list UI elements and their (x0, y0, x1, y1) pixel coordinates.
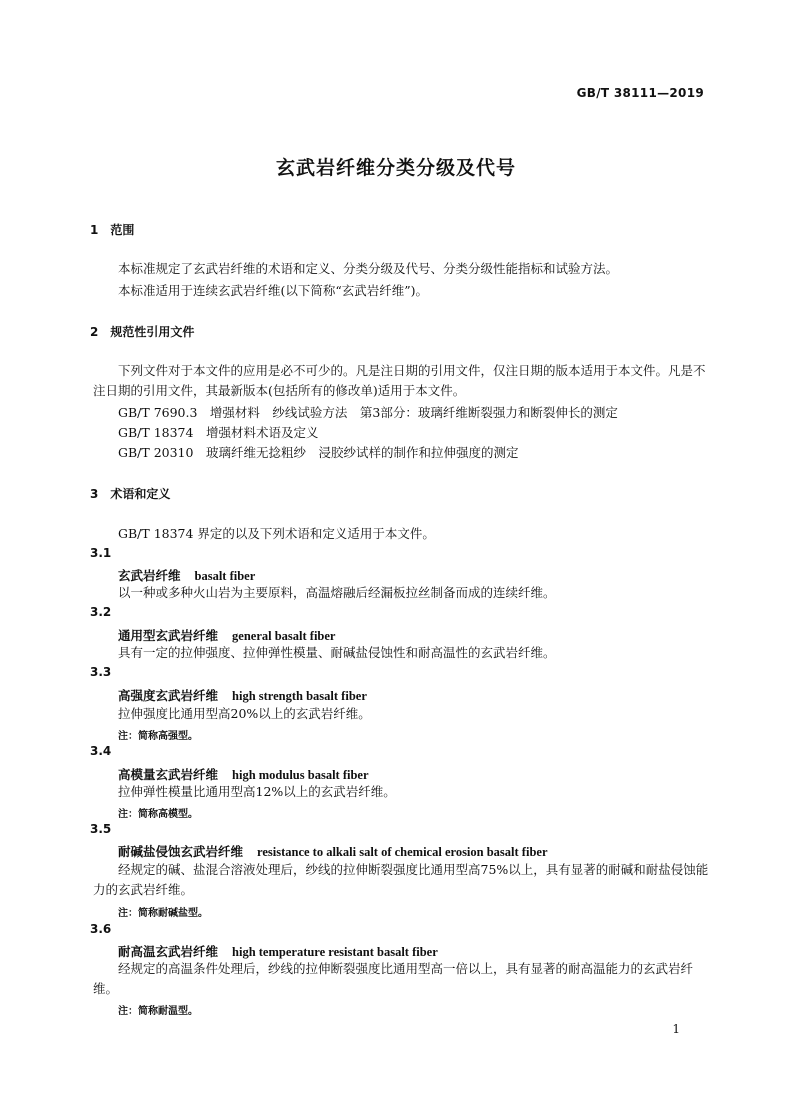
term-title (118, 626, 335, 644)
term-name-en: high modulus basalt fiber (232, 768, 369, 782)
term-note: 注：简称耐温型。 (118, 1006, 198, 1017)
term-name-zh: 高强度玄武岩纤维 (118, 688, 219, 703)
scope-paragraph-1: 本标准规定了玄武岩纤维的术语和定义、分类分级及代号、分类分级性能指标和试验方法。 (118, 261, 619, 276)
term-number: 3.6 (90, 922, 112, 936)
term-name-zh: 通用型玄武岩纤维 (118, 628, 219, 643)
document-title: 玄武岩纤维分类分级及代号 (275, 157, 516, 179)
term-name-en: basalt fiber (194, 569, 256, 583)
term-name-en: high temperature resistant basalt fiber (232, 945, 438, 959)
section-heading-normative-references: 2 规范性引用文件 (90, 325, 195, 339)
term-number: 3.2 (90, 605, 112, 619)
term-definition: 具有一定的拉伸强度、拉伸弹性模量、耐碱盐侵蚀性和耐高温性的玄武岩纤维。 (118, 645, 556, 660)
term-title (118, 686, 367, 704)
section-heading-terms: 3 术语和定义 (90, 487, 171, 501)
term-note: 注：简称高模型。 (118, 809, 198, 820)
term-number: 3.1 (90, 546, 112, 560)
term-name-en: general basalt fiber (232, 629, 336, 643)
term-name-en: resistance to alkali salt of chemical erosion basalt fiber (257, 845, 548, 859)
term-number: 3.4 (90, 744, 112, 758)
term-name-zh: 玄武岩纤维 (118, 568, 181, 583)
term-definition: 拉伸弹性模量比通用型高12%以上的玄武岩纤维。 (118, 784, 396, 799)
term-definition: 经规定的高温条件处理后，纱线的拉伸断裂强度比通用型高一倍以上，具有显著的耐高温能力的玄武岩纤维。 (93, 961, 694, 996)
standard-code: GB/T 38111—2019 (576, 86, 704, 100)
term-title (118, 566, 255, 584)
reference-item-3: GB/T 20310 玻璃纤维无捻粗纱 浸胶纱试样的制作和拉伸强度的测定 (118, 445, 519, 460)
term-name-zh: 耐高温玄武岩纤维 (118, 944, 219, 959)
term-title (118, 765, 369, 783)
scope-paragraph-2: 本标准适用于连续玄武岩纤维(以下简称“玄武岩纤维”)。 (118, 283, 429, 298)
term-definition: 经规定的碱、盐混合溶液处理后，纱线的拉伸断裂强度比通用型高75%以上，具有显著的耐碱和耐盐侵蚀能力的玄武岩纤维。 (93, 862, 709, 897)
term-definition: 以一种或多种火山岩为主要原料，高温熔融后经漏板拉丝制备而成的连续纤维。 (118, 585, 556, 600)
term-title (118, 842, 548, 860)
term-name-en: high strength basalt fiber (232, 689, 367, 703)
reference-item-2: GB/T 18374 增强材料术语及定义 (118, 425, 319, 440)
term-definition: 拉伸强度比通用型高20%以上的玄武岩纤维。 (118, 706, 371, 721)
term-name-zh: 高模量玄武岩纤维 (118, 767, 219, 782)
section-heading-scope: 1 范围 (90, 223, 135, 237)
term-note: 注：简称高强型。 (118, 731, 198, 742)
term-number: 3.5 (90, 822, 112, 836)
references-intro-paragraph: 下列文件对于本文件的应用是必不可少的。凡是注日期的引用文件，仅注日期的版本适用于本文件。凡是不注日期的引用文件，其最新版本(包括所有的修改单)适用于本文件。 (93, 363, 706, 398)
terms-intro: GB/T 18374 界定的以及下列术语和定义适用于本文件。 (118, 526, 435, 541)
page-number: 1 (672, 1022, 680, 1036)
reference-item-1: GB/T 7690.3 增强材料 纱线试验方法 第3部分：玻璃纤维断裂强力和断裂伸长的测定 (118, 405, 618, 420)
term-note: 注：简称耐碱盐型。 (118, 908, 208, 919)
term-name-zh: 耐碱盐侵蚀玄武岩纤维 (118, 844, 244, 859)
term-title (118, 942, 438, 960)
term-number: 3.3 (90, 665, 112, 679)
